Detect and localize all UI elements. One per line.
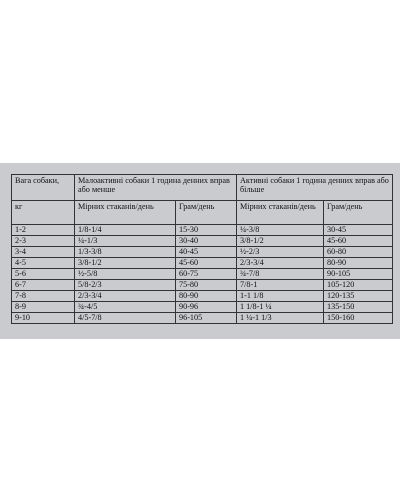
cell-low-grams: 15-30 (176, 225, 237, 236)
table-row (12, 280, 393, 291)
feeding-table (11, 174, 393, 324)
cell-low-cups: ¾-4/5 (75, 302, 176, 313)
cell-low-cups: 1/3-3/8 (75, 247, 176, 258)
cell-low-grams: 96-105 (176, 313, 237, 324)
cell-low-grams: 45-60 (176, 258, 237, 269)
cell-high-grams: 80-90 (324, 258, 393, 269)
cell-low-grams: 40-45 (176, 247, 237, 258)
cell-high-cups: 1 1/8-1 ¼ (237, 302, 324, 313)
cell-weight: 6-7 (12, 280, 75, 291)
cell-high-grams: 60-80 (324, 247, 393, 258)
cell-low-cups: 2/3-3/4 (75, 291, 176, 302)
cell-high-grams: 135-150 (324, 302, 393, 313)
cell-high-cups: 1 ¼-1 1/3 (237, 313, 324, 324)
table-row (12, 313, 393, 324)
cell-low-grams: 80-90 (176, 291, 237, 302)
cell-high-cups: 7/8-1 (237, 280, 324, 291)
cell-low-cups: ¼-1/3 (75, 236, 176, 247)
cell-low-grams: 30-40 (176, 236, 237, 247)
cell-low-cups: 4/5-7/8 (75, 313, 176, 324)
header-unit: кг (12, 201, 75, 225)
header-row-units (12, 201, 393, 225)
cell-low-grams: 75-80 (176, 280, 237, 291)
cell-weight: 8-9 (12, 302, 75, 313)
header-weight: Вага собаки, (12, 175, 75, 201)
table-row (12, 236, 393, 247)
header-low-activity: Малоактивні собаки 1 година денних вправ або менше (75, 175, 237, 201)
cell-weight: 9-10 (12, 313, 75, 324)
header-high-activity: Активні собаки 1 година денних вправ або більше (237, 175, 393, 201)
cell-low-cups: 3/8-1/2 (75, 258, 176, 269)
cell-low-cups: ½-5/8 (75, 269, 176, 280)
table-row (12, 247, 393, 258)
cell-weight: 1-2 (12, 225, 75, 236)
table-row (12, 302, 393, 313)
table-row (12, 258, 393, 269)
cell-high-cups: 2/3-3/4 (237, 258, 324, 269)
header-high-cups: Мірних стаканів/день (237, 201, 324, 225)
cell-low-cups: 1/8-1/4 (75, 225, 176, 236)
cell-high-cups: ¼-3/8 (237, 225, 324, 236)
cell-high-grams: 120-135 (324, 291, 393, 302)
cell-weight: 5-6 (12, 269, 75, 280)
cell-high-grams: 105-120 (324, 280, 393, 291)
cell-high-cups: ½-2/3 (237, 247, 324, 258)
cell-weight: 3-4 (12, 247, 75, 258)
cell-high-cups: 3/8-1/2 (237, 236, 324, 247)
cell-low-grams: 60-75 (176, 269, 237, 280)
table-row (12, 291, 393, 302)
cell-high-grams: 90-105 (324, 269, 393, 280)
table-row (12, 225, 393, 236)
cell-high-grams: 30-45 (324, 225, 393, 236)
table-row (12, 269, 393, 280)
cell-high-cups: ¾-7/8 (237, 269, 324, 280)
header-low-cups: Мірних стаканів/день (75, 201, 176, 225)
cell-weight: 2-3 (12, 236, 75, 247)
cell-low-grams: 90-96 (176, 302, 237, 313)
cell-low-cups: 5/8-2/3 (75, 280, 176, 291)
cell-high-cups: 1-1 1/8 (237, 291, 324, 302)
header-low-grams: Грам/день (176, 201, 237, 225)
cell-weight: 4-5 (12, 258, 75, 269)
cell-weight: 7-8 (12, 291, 75, 302)
header-high-grams: Грам/день (324, 201, 393, 225)
header-row-group (12, 175, 393, 201)
cell-high-grams: 45-60 (324, 236, 393, 247)
cell-high-grams: 150-160 (324, 313, 393, 324)
